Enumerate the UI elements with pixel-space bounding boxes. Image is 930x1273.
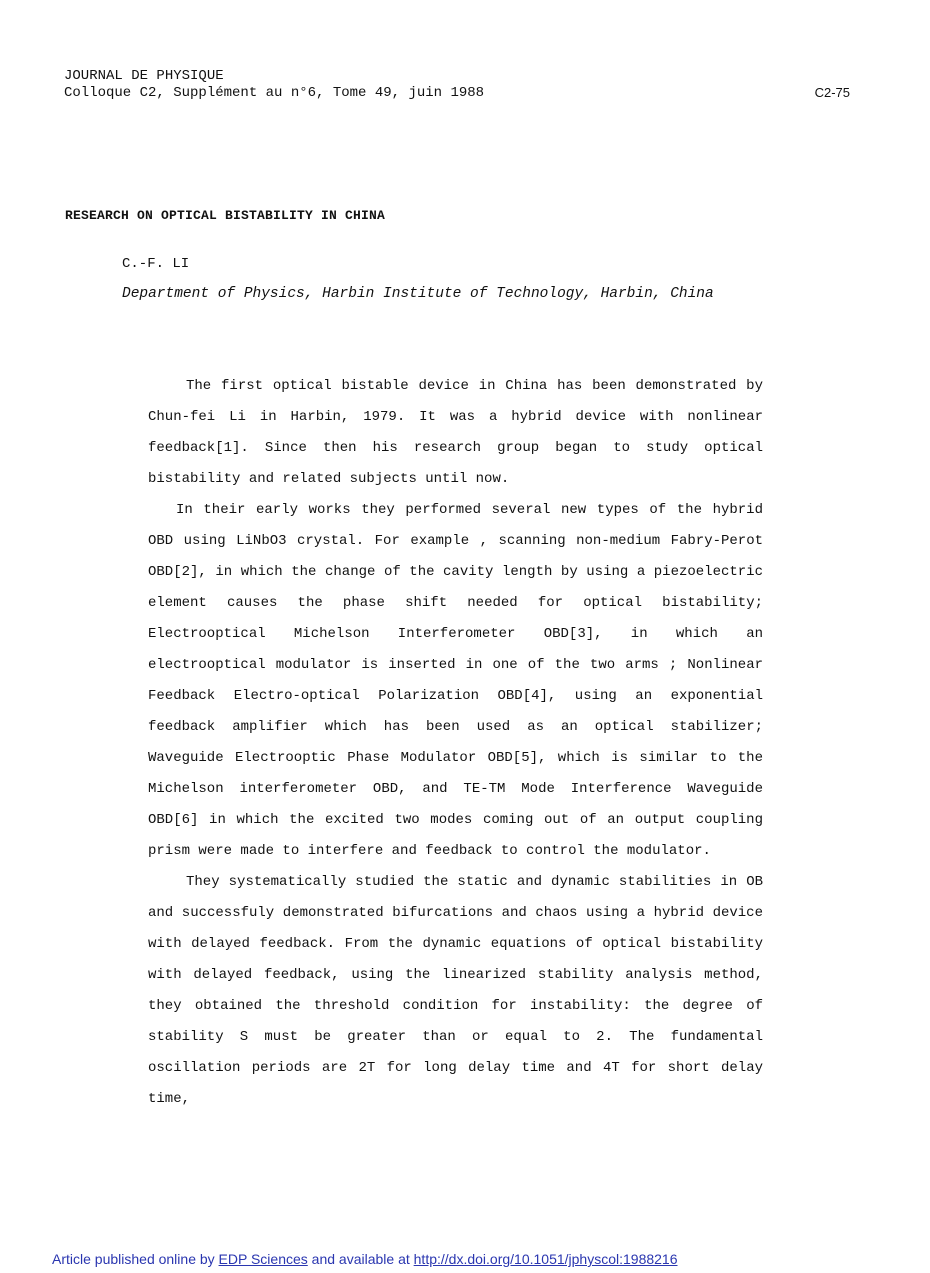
affiliation: Department of Physics, Harbin Institute of Technology, Harbin, China [122,286,714,302]
author: C.-F. LI [122,256,190,272]
paragraph-3: They systematically studied the static and dynamic stabilities in OB and successfuly demonstrated bifurcations and chaos using a hybrid device with delayed feedback. From the dynamic equations of optical bistability with delayed feedback, using the linearized stability analysis method, they obtained the threshold condition for instability: the degree of stability S must be greater than or equal to 2. The fundamental oscillation periods are 2T for long delay time and 4T for short delay time, [148,874,763,1107]
journal-issue: Colloque C2, Supplément au n°6, Tome 49, juin 1988 [64,85,485,101]
publisher-link[interactable]: EDP Sciences [218,1251,308,1267]
body-text [148,371,763,1115]
footer-prefix: Article published online by [52,1251,219,1267]
paper-title: RESEARCH ON OPTICAL BISTABILITY IN CHINA [65,208,386,223]
footer-middle: and available at [307,1251,414,1267]
journal-name: JOURNAL DE PHYSIQUE [64,68,224,84]
doi-link[interactable]: http://dx.doi.org/10.1051/jphyscol:1988216 [413,1251,678,1267]
page-number: C2-75 [814,85,850,100]
paragraph-1: The first optical bistable device in China has been demonstrated by Chun-fei Li in Harbin, 1979. It was a hybrid device with nonlinear feedback[1]. Since then his research group began to study optical bistability and related subjects until now. [148,378,763,487]
footer [52,1251,678,1267]
paragraph-2: In their early works they performed several new types of the hybrid OBD using LiNbO3 crystal. For example , scanning non-medium Fabry-Perot OBD[2], in which the change of the cavity length by using a piezoelectric element causes the phase shift needed for optical bistability; Electrooptical Michelson Interferometer OBD[3], in which an electrooptical modulator is inserted in one of the two arms ; Nonlinear Feedback Electro-optical Polarization OBD[4], using an exponential feedback amplifier which has been used as an optical stabilizer; Waveguide Electrooptic Phase Modulator OBD[5], which is similar to the Michelson interferometer OBD, and TE-TM Mode Interference Waveguide OBD[6] in which the excited two modes coming out of an output coupling prism were made to interfere and feedback to control the modulator. [148,502,763,859]
journal-header [64,68,484,102]
